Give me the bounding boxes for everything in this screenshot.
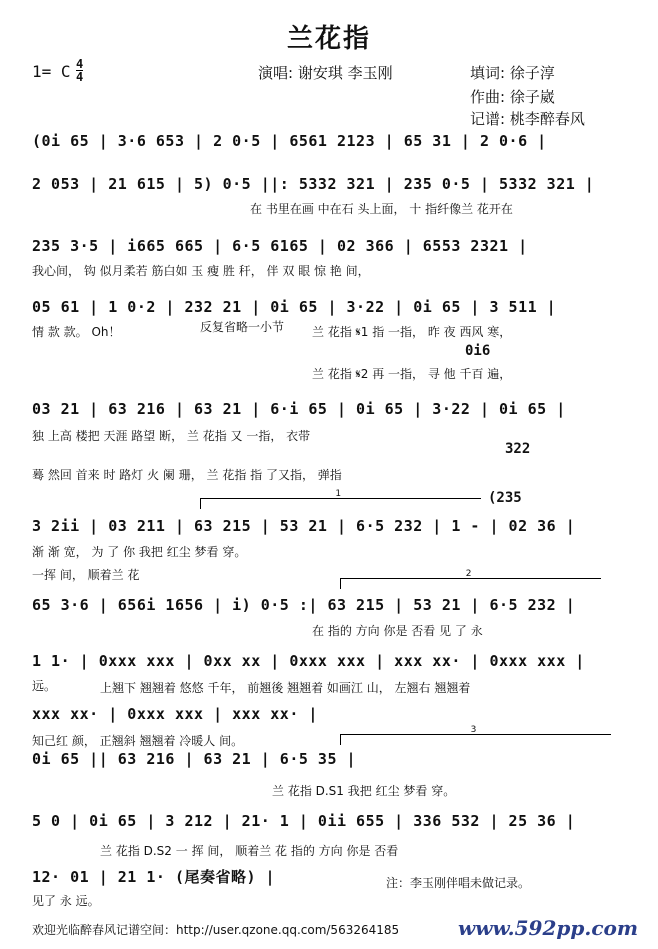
volta-bracket [340,725,611,745]
lyric-line: 上翘下 翘翘着 悠悠 千年， 前翘後 翘翘着 如画江 山， 左翘右 翘翘着 [100,681,471,695]
staff-row [0,132,658,154]
staff-row [0,400,658,422]
lyric-line: 在 书里在画 中在石 头上面， 十 指纤像兰 花开在 [250,202,513,216]
staff-notes: 5 0 | 0i 65 | 3 212 | 21· 1 | 0ii 655 | 336 532 | 25 36 | [32,812,576,830]
staff-notes: 0i 65 || 63 216 | 63 21 | 6·5 35 | [32,750,357,768]
lyric-line: 反复省略一小节 [200,320,285,334]
staff-notes: 2 053 | 21 615 | 5) 0·5 ||: 5332 321 | 235 0·5 | 5332 321 | [32,175,595,193]
lyric-line: 我心间， 钩 似月柔若 筋白如 玉 瘦 胜 秆， 伴 双 眼 惊 艳 间， [32,264,370,278]
lyric-line: 兰 花指 D.S1 我把 红尘 梦看 穿。 [272,784,456,798]
staff-notes: 1 1· | 0xxx xxx | 0xx xx | 0xxx xxx | xxx xx· | 0xxx xxx | [32,652,585,670]
volta-bracket [200,489,481,509]
site-watermark: www.592pp.com [458,916,638,940]
staff-notes: 12· 01 | 21 1· (尾奏省略) | [32,868,276,886]
time-top: 4 [76,57,84,71]
score-title: 兰花指 [286,24,371,54]
staff-notes: 65 3·6 | 656i 1656 | i) 0·5 :| 63 215 | 53 21 | 6·5 232 | [32,596,576,614]
lyric-line: 独 上高 楼把 天涯 路望 断， 兰 花指 又 一指， 衣带 [32,429,311,443]
staff-notes: 3 2ii | 03 211 | 63 215 | 53 21 | 6·5 232 | 1 - | 02 36 | [32,517,576,535]
lyric-line: 情 款 款。 Oh！ [32,325,121,339]
volta-number: 3 [470,725,477,735]
staff-notes: xxx xx· | 0xxx xxx | xxx xx· | [32,705,318,723]
alt-note: 322 [505,441,531,457]
lyric-line: 知己红 颜， 正翘斜 翘翘着 冷暖人 间。 [32,734,244,748]
lyric-line: 兰 花指 𝄋1 指 一指， 昨 夜 西风 寒， [312,325,512,339]
alt-note: (235 [488,490,522,506]
staff-notes: 03 21 | 63 216 | 63 21 | 6·i 65 | 0i 65 | 3·22 | 0i 65 | [32,400,566,418]
staff-row [0,705,658,727]
lyric-line: 兰 花指 𝄋2 再 一指， 寻 他 千百 遍， [312,367,512,381]
staff-row [0,237,658,259]
staff-row [0,298,658,320]
volta-number: 1 [335,489,342,499]
lyric-line: 一挥 间， 顺着兰 花 [32,568,140,582]
staff-row [0,812,658,834]
time-signature [76,58,83,83]
staff-row [0,175,658,197]
composer: 作曲: 徐子崴 [470,88,555,106]
staff-notes: 05 61 | 1 0·2 | 232 21 | 0i 65 | 3·22 | 0i 65 | 3 511 | [32,298,557,316]
lyric-line: 见了 永 远。 [32,894,100,908]
transcriber-note: 注：李玉刚伴唱未做记录。 [386,876,531,890]
alt-note: 0i6 [465,343,491,359]
transcriber: 记谱: 桃李醉春风 [470,110,585,128]
staff-notes: (0i 65 | 3·6 653 | 2 0·5 | 6561 2123 | 65 31 | 2 0·6 | [32,132,547,150]
staff-row [0,866,658,888]
lyric-line: 远。 [32,679,57,693]
time-bottom: 4 [76,70,84,84]
staff-row [0,750,658,772]
singers: 演唱: 谢安琪 李玉刚 [258,64,393,82]
lyric-line: 在 指的 方向 你是 否看 见 了 永 [312,624,483,638]
volta-bracket [340,569,601,589]
staff-notes: 235 3·5 | i665 665 | 6·5 6165 | 02 366 | 6553 2321 | [32,237,528,255]
lyric-line: 兰 花指 D.S2 一 挥 间， 顺着兰 花 指的 方向 你是 否看 [100,844,399,858]
lyric-line: 蓦 然回 首来 时 路灯 火 阑 珊， 兰 花指 指 了又指， 弹指 [32,468,342,482]
footer-link[interactable]: 欢迎光临醉春风记谱空间：http://user.qzone.qq.com/563264185 [32,923,400,937]
lyric-line: 渐 渐 宽， 为 了 你 我把 红尘 梦看 穿。 [32,545,247,559]
volta-number: 2 [465,569,472,579]
staff-row [0,517,658,539]
staff-row [0,652,658,674]
key-signature: 1= C [32,62,71,81]
lyricist: 填词: 徐子淳 [470,64,555,82]
staff-row [0,596,658,618]
